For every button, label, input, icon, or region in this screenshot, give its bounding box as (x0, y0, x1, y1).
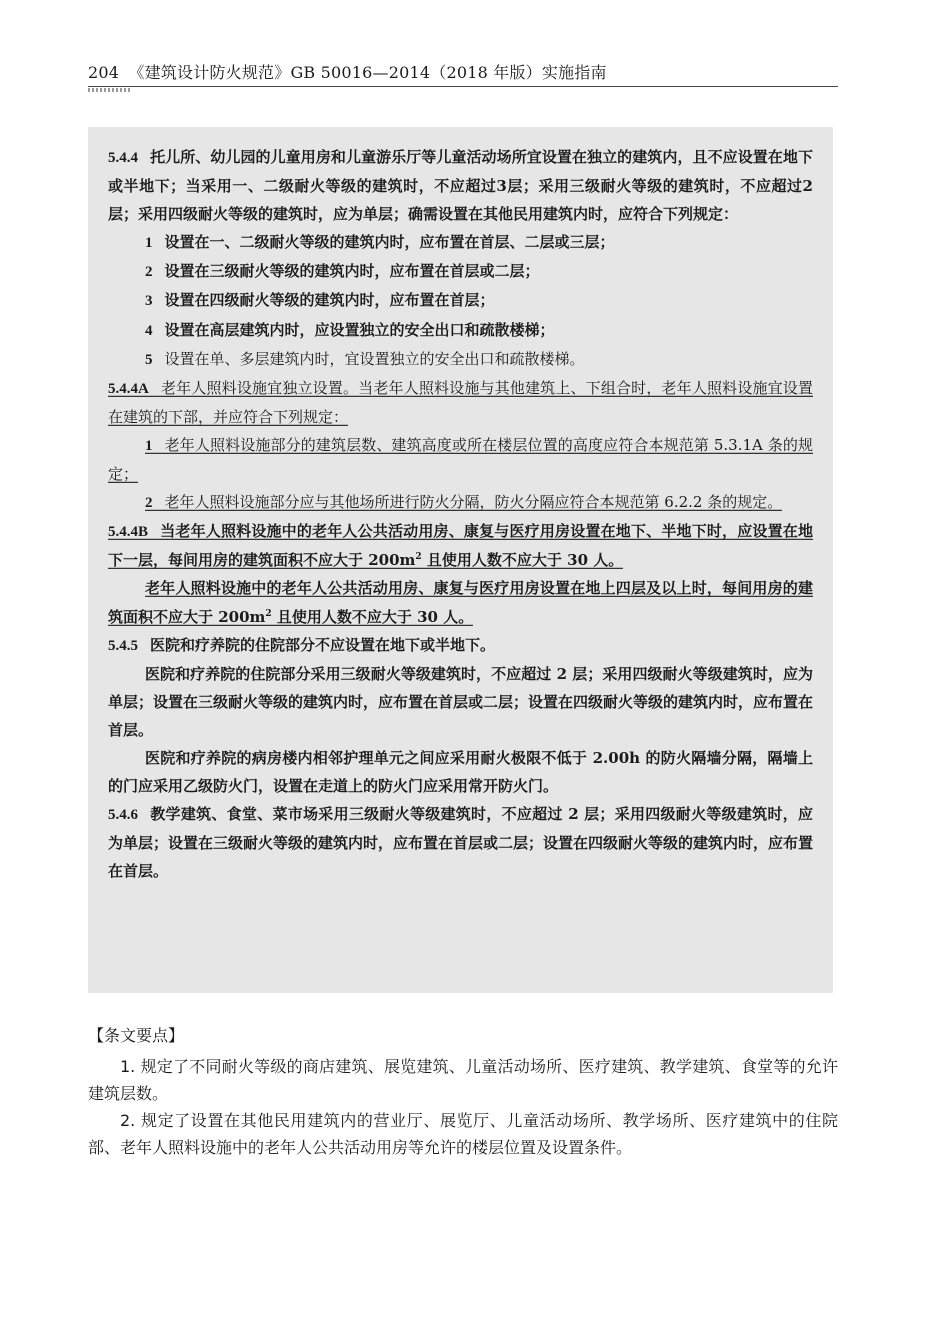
clause-5-4-4A-item-1: 1 老年人照料设施部分的建筑层数、建筑高度或所在楼层位置的高度应符合本规范第 5.3.1A 条的规定； (108, 435, 813, 484)
clause-5-4-4-item-4: 4 设置在高层建筑内时，应设置独立的安全出口和疏散楼梯； (145, 320, 555, 339)
key-points-heading: 【条文要点】 (88, 1026, 185, 1045)
running-header (88, 62, 838, 84)
clause-5-4-4A (108, 374, 813, 431)
header-rule (88, 86, 838, 87)
clause-5-4-4A-item-2: 2 老年人照料设施部分应与其他场所进行防火分隔，防火分隔应符合本规范第 6.2.2 条的规定。 (145, 493, 783, 512)
clause-text: 托儿所、幼儿园的儿童用房和儿童游乐厅等儿童活动场所宜设置在独立的建筑内，且不应设置在地下或半地下；当采用一、二级耐火等级的建筑时，不应超过3层；采用三级耐火等级的建筑时，不应超过2层；采用四级耐火等级的建筑时，应为单层；确需设置在其他民用建筑内时，应符合下列规定： (108, 148, 813, 224)
clause-5-4-5-para-3: 医院和疗养院的病房楼内相邻护理单元之间应采用耐火极限不低于 2.00h 的防火隔墙分隔，隔墙上的门应采用乙级防火门，设置在走道上的防火门应采用常开防火门。 (108, 748, 813, 796)
clause-number: 5.4.4 (108, 150, 138, 166)
header-rule-mark (88, 88, 130, 92)
book-title: 《建筑设计防火规范》GB 50016—2014（2018 年版）实施指南 (128, 63, 607, 82)
key-point-2: 2. 规定了设置在其他民用建筑内的营业厅、展览厅、儿童活动场所、教学场所、医疗建筑中的住院部、老年人照料设施中的老年人公共活动用房等允许的楼层位置及设置条件。 (88, 1111, 838, 1157)
clause-5-4-6 (108, 800, 813, 885)
code-text-box (88, 127, 833, 993)
clause-5-4-4-item-3: 3 设置在四级耐火等级的建筑内时，应布置在首层； (145, 291, 495, 310)
clause-text: 教学建筑、食堂、菜市场采用三级耐火等级建筑时，不应超过 2 层；采用四级耐火等级建筑时，应为单层；设置在三级耐火等级的建筑内时，应布置在首层或二层；设置在四级耐火等级的建筑内时，应布置在首层。 (108, 805, 814, 881)
clause-number: 5.4.4A (108, 380, 149, 397)
clause-5-4-5 (108, 631, 813, 660)
clause-text: 医院和疗养院的住院部分不应设置在地下或半地下。 (150, 635, 496, 654)
clause-5-4-4B: 5.4.4B 当老年人照料设施中的老年人公共活动用房、康复与医疗用房设置在地下、半地下时，应设置在地下一层，每间用房的建筑面积不应大于 $200m^2$ 且使用人数不应大于 30 人。 (108, 522, 813, 570)
clause-number: 5.4.4B (108, 524, 149, 541)
clause-5-4-4-item-1: 1 设置在一、二级耐火等级的建筑内时，应布置在首层、二层或三层； (145, 233, 615, 252)
clause-5-4-4 (108, 143, 813, 228)
page-number: 204 (88, 63, 120, 82)
clause-5-4-4-item-2: 2 设置在三级耐火等级的建筑内时，应布置在首层或二层； (145, 262, 540, 281)
clause-number: 5.4.5 (108, 637, 138, 654)
clause-5-4-4B-para-2: 老年人照料设施中的老年人公共活动用房、康复与医疗用房设置在地上四层及以上时，每间用房的建筑面积不应大于 $200m^2$ 且使用人数不应大于 30 人。 (108, 579, 813, 626)
clause-number: 5.4.6 (108, 807, 138, 824)
clause-text: 当老年人照料设施中的老年人公共活动用房、康复与医疗用房设置在地下、半地下时，应设置在地下一层，每间用房的建筑面积不应大于 200m (108, 522, 813, 570)
clause-5-4-4-item-5: 5 设置在单、多层建筑内时，宜设置独立的安全出口和疏散楼梯。 (145, 349, 585, 368)
key-points-section (88, 1022, 838, 1161)
clause-text: 老年人照料设施宜独立设置。当老年人照料设施与其他建筑上、下组合时，老年人照料设施宜设置在建筑的下部，并应符合下列规定： (108, 378, 813, 426)
key-point-1: 1. 规定了不同耐火等级的商店建筑、展览建筑、儿童活动场所、医疗建筑、教学建筑、食堂等的允许建筑层数。 (88, 1057, 838, 1103)
clause-5-4-5-para-2: 医院和疗养院的住院部分采用三级耐火等级建筑时，不应超过 2 层；采用四级耐火等级建筑时，应为单层；设置在三级耐火等级的建筑内时，应布置在首层或二层；设置在四级耐火等级的建筑内时，应布置在首层。 (108, 664, 814, 739)
